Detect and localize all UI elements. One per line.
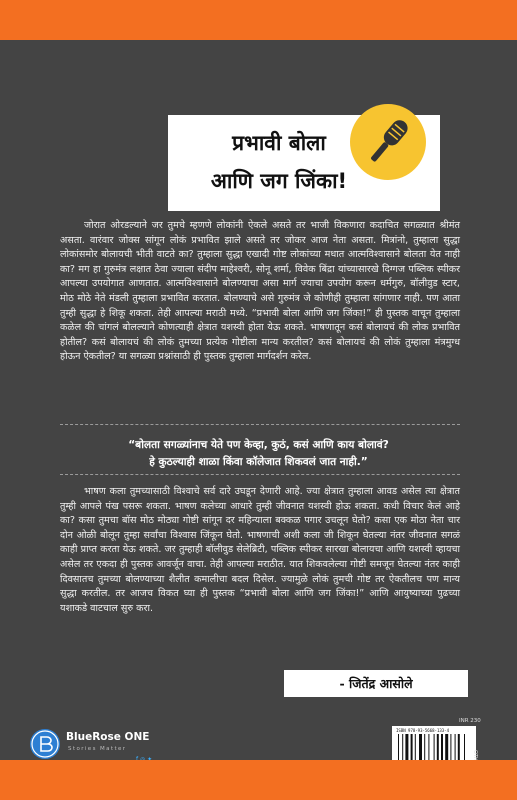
barcode-bar: [455, 734, 456, 761]
barcode-bar: [434, 734, 435, 761]
description-paragraph-2: भाषण कला तुमच्यासाठी विश्वाचे सर्व दारे उघडून देणारी आहे. ज्या क्षेत्रात तुम्हाला आवड असेल त्या क्षेत्रात तुम्ही आपले पंख पसरू शकता. भाषण कलेच्या आधारे तुम्ही जीवनात यशस्वी होऊ शकता. कधी विचार केलं आहे का? कसा तुमचा बॉस मोठ मोठ्या गोष्टी सांगून दर महिन्याला बक्कळ पगार उचलून घेतो? कसा एक मोठा नेता चार दोन ओळी बोलून तुम्हा सर्वांचा विश्वास जिंकून घेतो. भाषणाची अशी कला जी शिकून घेतल्या नंतर जीवनात सगळं काही प्राप्त करता येऊ शकते. जर तुम्हाही बॉलीवुड सेलेब्रिटी, पब्लिक स्पीकर सारखा बोलायचा आणि यशस्वी व्हायचा असेल तर एकदा ही पुस्तक आवर्जून वाचा. तेही आपल्या मराठीत. यात शिकवलेल्या गोष्टी समजून घेतल्या नंतर काही दिवसातच तुमच्या बोलण्याच्या शैलीत कमालीचा बदल दिसेल. ज्यामुळे लोकं तुमची गोष्ट तर ऐकतीलच पण मान्य सुद्धा करतील. तर आजच विकत घ्या ही पुस्तक “प्रभावी बोला आणि जग जिंका!” आणि आयुष्याच्या पुढच्या यशाकडे वाटचाल सुरु करा.: [60, 486, 460, 614]
barcode-bar: [402, 734, 403, 761]
top-orange-band: [0, 0, 517, 40]
pull-quote-line-2: हे कुठल्याही शाळा किंवा कॉलेजात शिकवलं जात नाही.”: [149, 456, 368, 468]
bluerose-logo-icon: [30, 729, 60, 759]
quote-divider-top: [60, 424, 460, 425]
book-title-line2: आणि जग जिंका!: [210, 169, 348, 193]
bottom-orange-band: [0, 760, 517, 800]
barcode-bar: [424, 734, 425, 761]
barcode-bar: [428, 734, 429, 761]
publisher-tagline: Stories Matter: [68, 746, 127, 752]
price-label: INR 230: [459, 718, 481, 724]
barcode-bar: [405, 734, 408, 761]
author-name: - जितेंद्र आसोले: [284, 670, 468, 697]
book-title-line1: प्रभावी बोला: [232, 131, 326, 155]
publisher-logo: [30, 727, 160, 763]
description-paragraph-1: जोरात ओरडल्याने जर तुमचे म्हणणे लोकांनी ऐकले असते तर भाजी विकणारा कदाचित सगळ्यात श्रीमंत असता. वारंवार जोक्स सांगून लोकं प्रभावित झाले असते तर जोकर आज नेता असता. मित्रांनो, तुम्हाला सुद्धा लोकांसमोर बोलायची भीती वाटते का? तुम्हाला सुद्धा एखादी गोष्ट लोकांच्या मधात आत्मविश्वासाने बोलता येत नाही का? मग हा गुरुमंत्र लक्षात ठेवा ज्याला संदीप माहेश्वरी, सोनू शर्मा, विवेक बिंद्रा यांच्यासारखे दिग्गज पब्लिक स्पीकर आपल्या उपयोगात आणतात. आत्मविश्वासाने बोलण्याचा असा मार्ग ज्याचा उपयोग करून धर्मगुरु, बॉलीवुड स्टार, मोठ मोठे नेते मंडली तुम्हाला प्रभावित करतात. बोलण्याचे असे गुरुमंत्र जे कोणीही तुम्हाला सांगणार नाही. पण आता तुम्ही सुद्धा हे शिकू शकता. तेही आपल्या मराठी मध्ये. “प्रभावी बोला आणि जग जिंका!” ही पुस्तक वाचून तुम्हाला कळेल की चांगलं बोलल्याने कोणत्याही क्षेत्रात यशस्वी होता येऊ शकते. भाषणातून कसं बोलायचं की लोक प्रभावित होतील? कसं बोलायचं की लोकं तुमच्या प्रत्येक गोष्टीला मान्य करतील? कसं बोलायचं की लोकं तुम्हाला मंत्रमुग्ध होऊन ऐकतील? या सगळ्या प्रश्नांसाठी ही पुस्तक तुम्हाला मार्गदर्शन करेल.: [60, 220, 460, 363]
isbn-top-text: ISBN 978-93-5668-133-4: [396, 728, 449, 733]
publisher-name: BlueRose ONE: [66, 731, 150, 743]
barcode-bar: [450, 734, 451, 761]
microphone-icon: [350, 104, 426, 180]
barcode-bar: [411, 734, 413, 761]
barcode-bars: [398, 734, 470, 761]
pull-quote: [0, 437, 517, 471]
barcode-bar: [464, 734, 465, 761]
barcode-bar: [458, 734, 460, 761]
barcode-bar: [441, 734, 443, 761]
quote-divider-bottom: [60, 474, 460, 475]
barcode-bar: [445, 734, 448, 761]
pull-quote-line-1: “बोलता सगळ्यांनाच येते पण केव्हा, कुठं, कसं आणि काय बोलावं?: [128, 439, 389, 451]
barcode-bar: [398, 734, 399, 761]
barcode-bar: [437, 734, 439, 761]
barcode-bar: [419, 734, 422, 761]
barcode-bar: [415, 734, 416, 761]
